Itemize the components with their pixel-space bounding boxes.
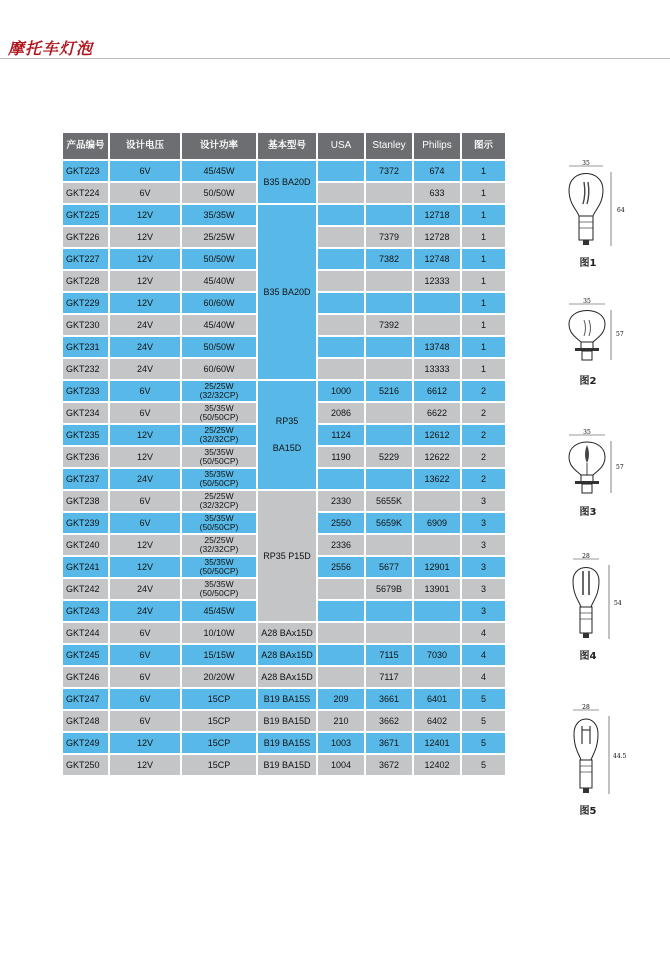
cell-figure: 3 xyxy=(461,534,506,556)
figure-2-label: 图2 xyxy=(579,376,597,387)
cell-power-cp: (50/50CP) xyxy=(199,566,239,576)
cell-power-cp: (50/50CP) xyxy=(199,522,239,532)
cell-base-merged xyxy=(257,380,317,490)
cell-philips: 6612 xyxy=(413,380,461,402)
figure-2-dim-h: 57 xyxy=(616,331,624,338)
cell-philips: 13748 xyxy=(413,336,461,358)
cell-stanley: 7372 xyxy=(365,160,413,182)
cell-voltage: 12V xyxy=(109,556,181,578)
figure-4-dim-h: 54 xyxy=(614,600,622,607)
cell-power-watts: 25/25W xyxy=(204,491,234,501)
cell-usa xyxy=(317,358,365,380)
cell-model: GKT227 xyxy=(62,248,109,270)
cell-power: 45/45W xyxy=(181,600,257,622)
cell-power-watts: 35/35W xyxy=(204,403,234,413)
cell-philips: 6401 xyxy=(413,688,461,710)
figure-3-dim-w: 35 xyxy=(583,429,591,436)
cell-usa: 2550 xyxy=(317,512,365,534)
bulb-a28-diagram-icon xyxy=(553,553,623,645)
cell-power: 50/50W xyxy=(181,182,257,204)
figure-1-dim-h: 64 xyxy=(617,207,625,214)
cell-figure: 1 xyxy=(461,336,506,358)
cell-philips: 6402 xyxy=(413,710,461,732)
cell-base: B19 BA15D xyxy=(257,754,317,776)
cell-power-watts: 35/35W xyxy=(204,447,234,457)
cell-voltage: 24V xyxy=(109,336,181,358)
cell-voltage: 12V xyxy=(109,732,181,754)
figure-4 xyxy=(548,553,628,662)
cell-model: GKT240 xyxy=(62,534,109,556)
cell-power: 50/50W xyxy=(181,336,257,358)
cell-figure: 1 xyxy=(461,204,506,226)
cell-model: GKT250 xyxy=(62,754,109,776)
cell-stanley: 7115 xyxy=(365,644,413,666)
cell-power-watts: 25/25W xyxy=(204,381,234,391)
cell-power xyxy=(181,424,257,446)
cell-voltage: 12V xyxy=(109,424,181,446)
cell-stanley: 7379 xyxy=(365,226,413,248)
cell-stanley xyxy=(365,292,413,314)
cell-philips xyxy=(413,600,461,622)
cell-model: GKT247 xyxy=(62,688,109,710)
cell-base: A28 BAx15D xyxy=(257,622,317,644)
cell-figure: 2 xyxy=(461,468,506,490)
cell-usa xyxy=(317,204,365,226)
cell-power: 20/20W xyxy=(181,666,257,688)
cell-voltage: 6V xyxy=(109,644,181,666)
cell-model: GKT226 xyxy=(62,226,109,248)
cell-philips: 12401 xyxy=(413,732,461,754)
cell-base-label: RP35 P15D xyxy=(263,550,311,561)
cell-philips xyxy=(413,622,461,644)
cell-usa xyxy=(317,336,365,358)
header-power: 设计功率 xyxy=(181,132,257,160)
figure-1-label: 图1 xyxy=(579,258,597,269)
table-header-row xyxy=(62,132,506,160)
cell-figure: 1 xyxy=(461,270,506,292)
cell-figure: 3 xyxy=(461,578,506,600)
cell-figure: 2 xyxy=(461,380,506,402)
cell-voltage: 24V xyxy=(109,600,181,622)
cell-usa xyxy=(317,248,365,270)
cell-figure: 5 xyxy=(461,710,506,732)
cell-voltage: 6V xyxy=(109,182,181,204)
cell-voltage: 12V xyxy=(109,226,181,248)
cell-model: GKT232 xyxy=(62,358,109,380)
cell-usa xyxy=(317,666,365,688)
cell-philips: 12728 xyxy=(413,226,461,248)
cell-power: 15CP xyxy=(181,710,257,732)
cell-stanley: 7392 xyxy=(365,314,413,336)
bulb-b35-diagram-icon xyxy=(553,160,623,252)
cell-usa: 2556 xyxy=(317,556,365,578)
cell-stanley xyxy=(365,424,413,446)
cell-usa xyxy=(317,622,365,644)
cell-stanley: 5659K xyxy=(365,512,413,534)
cell-model: GKT228 xyxy=(62,270,109,292)
cell-voltage: 6V xyxy=(109,380,181,402)
header-model: 产品编号 xyxy=(62,132,109,160)
cell-stanley xyxy=(365,182,413,204)
cell-figure: 5 xyxy=(461,754,506,776)
cell-usa xyxy=(317,292,365,314)
cell-usa: 209 xyxy=(317,688,365,710)
cell-model: GKT246 xyxy=(62,666,109,688)
figure-5 xyxy=(548,704,628,817)
cell-power-watts: 35/35W xyxy=(204,557,234,567)
cell-model: GKT248 xyxy=(62,710,109,732)
cell-stanley: 5679B xyxy=(365,578,413,600)
cell-stanley: 7117 xyxy=(365,666,413,688)
cell-stanley: 3662 xyxy=(365,710,413,732)
cell-philips: 12718 xyxy=(413,204,461,226)
cell-voltage: 12V xyxy=(109,270,181,292)
cell-usa: 1004 xyxy=(317,754,365,776)
cell-usa: 2330 xyxy=(317,490,365,512)
cell-usa: 1003 xyxy=(317,732,365,754)
cell-base-merged xyxy=(257,204,317,380)
cell-model: GKT236 xyxy=(62,446,109,468)
cell-model: GKT234 xyxy=(62,402,109,424)
cell-base: B19 BA15D xyxy=(257,710,317,732)
cell-stanley xyxy=(365,270,413,292)
cell-base-label: B35 BA20D xyxy=(263,286,311,297)
table-body xyxy=(62,160,506,776)
cell-usa xyxy=(317,644,365,666)
cell-model: GKT230 xyxy=(62,314,109,336)
title-divider xyxy=(0,58,670,59)
cell-stanley xyxy=(365,468,413,490)
header-stanley: Stanley xyxy=(365,132,413,160)
cell-philips: 12612 xyxy=(413,424,461,446)
cell-philips xyxy=(413,314,461,336)
cell-stanley xyxy=(365,534,413,556)
cell-usa: 1190 xyxy=(317,446,365,468)
cell-base-merged xyxy=(257,160,317,204)
cell-philips xyxy=(413,666,461,688)
cell-stanley: 3672 xyxy=(365,754,413,776)
cell-stanley: 5216 xyxy=(365,380,413,402)
cell-voltage: 12V xyxy=(109,204,181,226)
table-row xyxy=(62,732,506,754)
cell-power: 60/60W xyxy=(181,292,257,314)
cell-base-label: RP35 xyxy=(275,416,299,426)
cell-power: 35/35W xyxy=(181,204,257,226)
cell-usa xyxy=(317,314,365,336)
cell-power-watts: 25/25W xyxy=(204,535,234,545)
cell-philips: 6622 xyxy=(413,402,461,424)
cell-base: A28 BAx15D xyxy=(257,666,317,688)
cell-philips: 633 xyxy=(413,182,461,204)
cell-usa xyxy=(317,468,365,490)
cell-philips xyxy=(413,534,461,556)
cell-voltage: 12V xyxy=(109,248,181,270)
cell-figure: 4 xyxy=(461,622,506,644)
bulb-rp35-diagram-icon xyxy=(553,429,623,501)
cell-base: B19 BA15S xyxy=(257,732,317,754)
table-row xyxy=(62,644,506,666)
cell-stanley xyxy=(365,622,413,644)
cell-voltage: 6V xyxy=(109,160,181,182)
cell-philips: 13622 xyxy=(413,468,461,490)
cell-voltage: 12V xyxy=(109,534,181,556)
table-row xyxy=(62,380,506,402)
cell-power: 45/40W xyxy=(181,270,257,292)
cell-stanley: 5655K xyxy=(365,490,413,512)
cell-model: GKT229 xyxy=(62,292,109,314)
cell-voltage: 6V xyxy=(109,490,181,512)
cell-power xyxy=(181,446,257,468)
cell-figure: 1 xyxy=(461,160,506,182)
cell-model: GKT225 xyxy=(62,204,109,226)
page-title: 摩托车灯泡 xyxy=(8,39,94,58)
cell-power-cp: (50/50CP) xyxy=(199,478,239,488)
cell-model: GKT237 xyxy=(62,468,109,490)
cell-model: GKT243 xyxy=(62,600,109,622)
cell-stanley: 5677 xyxy=(365,556,413,578)
cell-power xyxy=(181,534,257,556)
figure-4-dim-w: 28 xyxy=(582,553,590,560)
cell-voltage: 24V xyxy=(109,468,181,490)
cell-model: GKT239 xyxy=(62,512,109,534)
cell-model: GKT233 xyxy=(62,380,109,402)
cell-power xyxy=(181,402,257,424)
bulb-b19-diagram-icon xyxy=(553,704,627,800)
cell-power-cp: (32/32CP) xyxy=(199,544,239,554)
cell-figure: 1 xyxy=(461,182,506,204)
cell-figure: 1 xyxy=(461,358,506,380)
figure-3 xyxy=(548,429,628,518)
cell-model: GKT231 xyxy=(62,336,109,358)
cell-base-label: BA15D xyxy=(272,443,302,453)
cell-figure: 3 xyxy=(461,600,506,622)
cell-figure: 1 xyxy=(461,314,506,336)
cell-philips xyxy=(413,490,461,512)
cell-figure: 4 xyxy=(461,666,506,688)
cell-model: GKT224 xyxy=(62,182,109,204)
cell-philips xyxy=(413,292,461,314)
cell-voltage: 6V xyxy=(109,402,181,424)
figure-3-label: 图3 xyxy=(579,507,597,518)
table-row xyxy=(62,710,506,732)
cell-power xyxy=(181,468,257,490)
cell-figure: 2 xyxy=(461,446,506,468)
figure-2 xyxy=(548,298,628,387)
cell-usa xyxy=(317,160,365,182)
cell-philips: 674 xyxy=(413,160,461,182)
cell-base-merged xyxy=(257,490,317,622)
cell-power xyxy=(181,578,257,600)
cell-philips: 13901 xyxy=(413,578,461,600)
table-row xyxy=(62,754,506,776)
bulb-rp35-diagram-icon xyxy=(553,298,623,370)
cell-power xyxy=(181,556,257,578)
figure-1 xyxy=(548,160,628,269)
cell-figure: 5 xyxy=(461,688,506,710)
table-row xyxy=(62,204,506,226)
cell-power-cp: (32/32CP) xyxy=(199,500,239,510)
figure-3-dim-h: 57 xyxy=(616,464,624,471)
cell-power-cp: (50/50CP) xyxy=(199,456,239,466)
cell-philips: 12333 xyxy=(413,270,461,292)
cell-power xyxy=(181,512,257,534)
cell-power: 25/25W xyxy=(181,226,257,248)
cell-usa: 210 xyxy=(317,710,365,732)
cell-stanley xyxy=(365,336,413,358)
cell-voltage: 24V xyxy=(109,578,181,600)
cell-power-watts: 35/35W xyxy=(204,513,234,523)
cell-usa: 1124 xyxy=(317,424,365,446)
cell-stanley: 7382 xyxy=(365,248,413,270)
table-row xyxy=(62,688,506,710)
cell-philips: 7030 xyxy=(413,644,461,666)
cell-philips: 12402 xyxy=(413,754,461,776)
cell-philips: 12622 xyxy=(413,446,461,468)
cell-power: 15CP xyxy=(181,754,257,776)
cell-voltage: 6V xyxy=(109,622,181,644)
cell-model: GKT249 xyxy=(62,732,109,754)
cell-figure: 1 xyxy=(461,226,506,248)
cell-power-watts: 35/35W xyxy=(204,469,234,479)
cell-power-cp: (50/50CP) xyxy=(199,588,239,598)
figure-1-dim-w: 35 xyxy=(582,160,590,167)
header-figure: 图示 xyxy=(461,132,506,160)
cell-model: GKT242 xyxy=(62,578,109,600)
cell-base-label: B35 BA20D xyxy=(263,176,311,187)
cell-power-cp: (50/50CP) xyxy=(199,412,239,422)
cell-figure: 2 xyxy=(461,402,506,424)
cell-stanley: 5229 xyxy=(365,446,413,468)
cell-figure: 3 xyxy=(461,490,506,512)
cell-power: 45/40W xyxy=(181,314,257,336)
cell-philips: 12901 xyxy=(413,556,461,578)
cell-stanley: 3671 xyxy=(365,732,413,754)
cell-voltage: 6V xyxy=(109,710,181,732)
cell-stanley xyxy=(365,600,413,622)
cell-figure: 5 xyxy=(461,732,506,754)
cell-stanley: 3661 xyxy=(365,688,413,710)
cell-model: GKT245 xyxy=(62,644,109,666)
cell-model: GKT238 xyxy=(62,490,109,512)
table-row xyxy=(62,490,506,512)
header-voltage: 设计电压 xyxy=(109,132,181,160)
cell-figure: 3 xyxy=(461,556,506,578)
cell-figure: 2 xyxy=(461,424,506,446)
cell-voltage: 12V xyxy=(109,446,181,468)
header-base: 基本型号 xyxy=(257,132,317,160)
cell-usa xyxy=(317,226,365,248)
cell-stanley xyxy=(365,402,413,424)
cell-power xyxy=(181,380,257,402)
cell-model: GKT241 xyxy=(62,556,109,578)
cell-voltage: 6V xyxy=(109,688,181,710)
cell-figure: 1 xyxy=(461,248,506,270)
cell-usa: 2336 xyxy=(317,534,365,556)
cell-stanley xyxy=(365,358,413,380)
cell-power: 10/10W xyxy=(181,622,257,644)
cell-model: GKT223 xyxy=(62,160,109,182)
cell-voltage: 6V xyxy=(109,512,181,534)
figure-5-dim-w: 28 xyxy=(582,704,590,711)
cell-usa: 2086 xyxy=(317,402,365,424)
cell-voltage: 24V xyxy=(109,314,181,336)
header-usa: USA xyxy=(317,132,365,160)
figure-2-dim-w: 35 xyxy=(583,298,591,305)
cell-power: 15CP xyxy=(181,732,257,754)
cell-base: A28 BAx15D xyxy=(257,644,317,666)
table-row xyxy=(62,622,506,644)
cell-figure: 4 xyxy=(461,644,506,666)
cell-model: GKT244 xyxy=(62,622,109,644)
table-row xyxy=(62,160,506,182)
cell-power: 60/60W xyxy=(181,358,257,380)
cell-power-watts: 25/25W xyxy=(204,425,234,435)
cell-voltage: 6V xyxy=(109,666,181,688)
cell-usa xyxy=(317,600,365,622)
cell-usa xyxy=(317,182,365,204)
cell-power: 15/15W xyxy=(181,644,257,666)
header-philips: Philips xyxy=(413,132,461,160)
cell-philips: 6909 xyxy=(413,512,461,534)
cell-philips: 12748 xyxy=(413,248,461,270)
cell-usa xyxy=(317,270,365,292)
spec-table xyxy=(61,131,507,777)
cell-power-cp: (32/32CP) xyxy=(199,390,239,400)
cell-power-watts: 35/35W xyxy=(204,579,234,589)
cell-figure: 3 xyxy=(461,512,506,534)
cell-base: B19 BA15S xyxy=(257,688,317,710)
cell-usa: 1000 xyxy=(317,380,365,402)
cell-voltage: 24V xyxy=(109,358,181,380)
figure-4-label: 图4 xyxy=(579,651,597,662)
cell-usa xyxy=(317,578,365,600)
cell-model: GKT235 xyxy=(62,424,109,446)
figure-5-dim-h: 44.5 xyxy=(613,753,627,760)
cell-voltage: 12V xyxy=(109,292,181,314)
cell-philips: 13333 xyxy=(413,358,461,380)
cell-power: 50/50W xyxy=(181,248,257,270)
cell-stanley xyxy=(365,204,413,226)
cell-power xyxy=(181,490,257,512)
cell-power: 45/45W xyxy=(181,160,257,182)
figure-5-label: 图5 xyxy=(579,806,597,817)
cell-voltage: 12V xyxy=(109,754,181,776)
cell-power-cp: (32/32CP) xyxy=(199,434,239,444)
cell-figure: 1 xyxy=(461,292,506,314)
table-row xyxy=(62,666,506,688)
cell-power: 15CP xyxy=(181,688,257,710)
